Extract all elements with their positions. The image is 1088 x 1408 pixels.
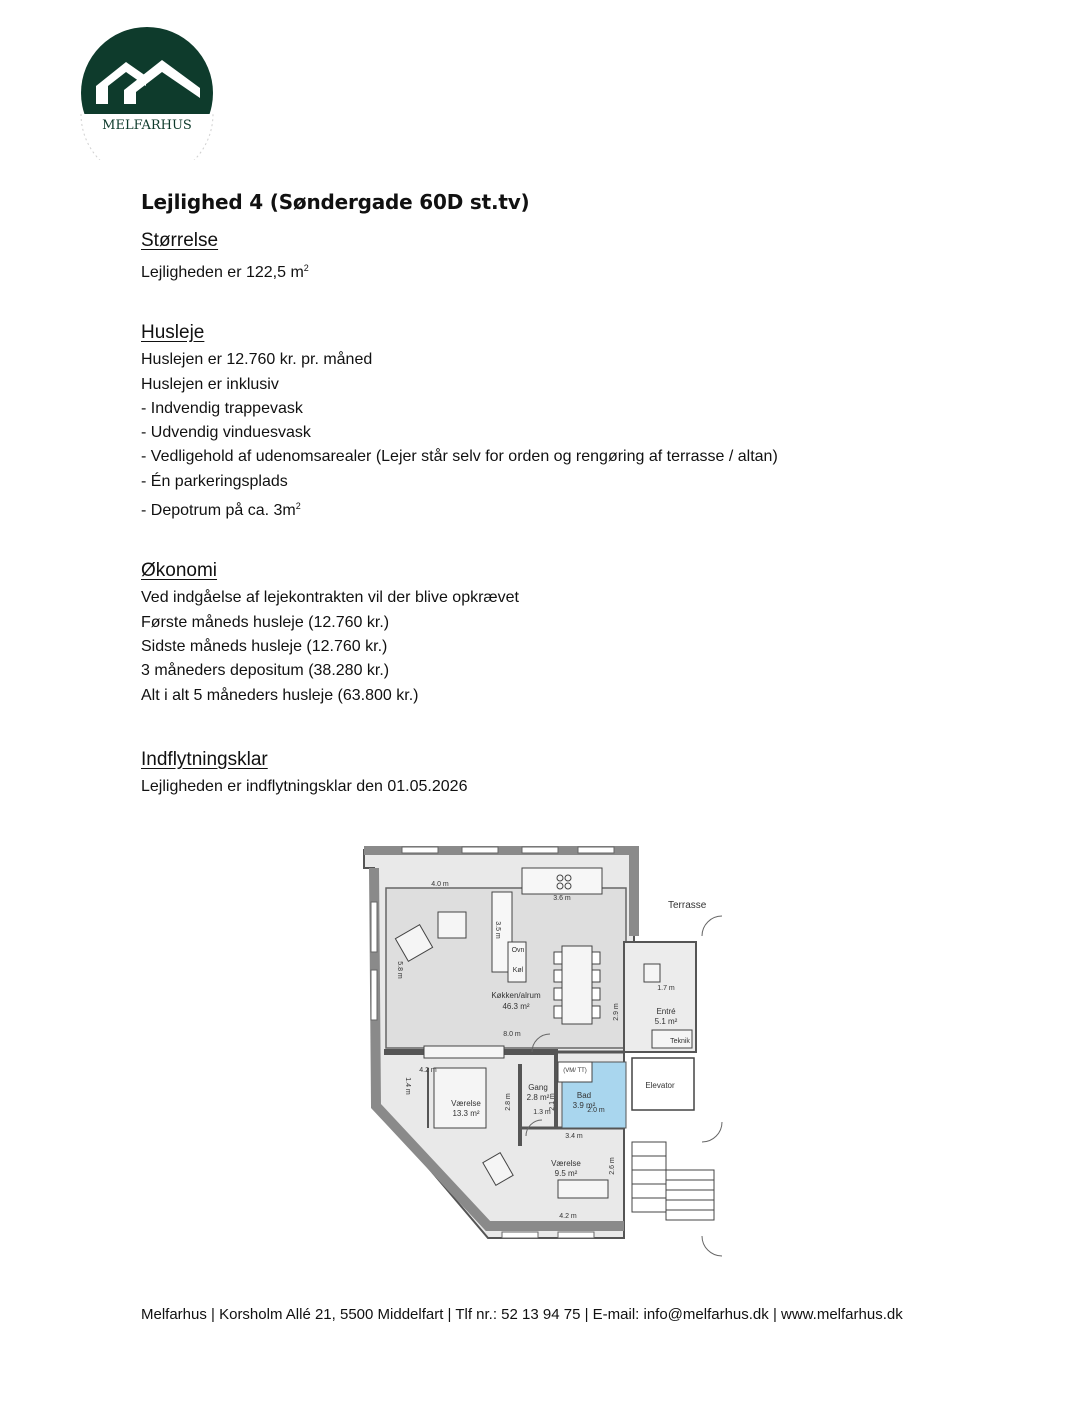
size-heading: Størrelse: [141, 230, 219, 251]
plan-dim: 1.3 m: [533, 1109, 551, 1116]
rent-item: - Udvendig vinduesvask: [141, 424, 311, 442]
economy-line: Sidste måneds husleje (12.760 kr.): [141, 637, 388, 655]
document-body: [141, 190, 1001, 799]
rent-heading: Husleje: [141, 322, 205, 344]
plan-label-entre: Entré: [656, 1007, 676, 1016]
economy-line: Første måneds husleje (12.760 kr.): [141, 613, 390, 631]
plan-dim: 4.2 m: [419, 1067, 437, 1074]
plan-dim: 8.0 m: [503, 1031, 521, 1038]
plan-dim: 1.4 m: [404, 1077, 411, 1095]
melfarhus-logo: [80, 26, 214, 160]
economy-heading: Økonomi: [141, 560, 218, 582]
move-in-text: Lejligheden er indflytningsklar den 01.05.2026: [141, 777, 468, 795]
rent-item: - Depotrum på ca. $3m^2$: [141, 501, 301, 520]
economy-line: Ved indgåelse af lejekontrakten vil der blive opkrævet: [141, 589, 519, 607]
plan-dim: 2.0 m: [587, 1107, 605, 1114]
plan-label-elevator: Elevator: [645, 1081, 675, 1090]
rent-item: - Vedligehold af udenomsarealer (Lejer står selv for orden og rengøring af terrasse / altan): [141, 448, 778, 466]
plan-label-vmtt: (VM/ TT): [563, 1068, 587, 1074]
plan-label-kol: Køl: [512, 967, 524, 974]
rent-item: - Indvendig trappevask: [141, 399, 303, 417]
plan-label-gang: Gang: [528, 1083, 548, 1092]
plan-label-room2-area: 9.5 m²: [554, 1169, 578, 1178]
plan-label-bad-area: 3.9 m²: [572, 1101, 596, 1110]
plan-dim: 3.5 m: [494, 921, 501, 939]
page-title: Lejlighed 4 (Søndergade 60D st.tv): [141, 190, 530, 214]
footer-contact: Melfarhus | Korsholm Allé 21, 5500 Middelfart | Tlf nr.: 52 13 94 75 | E-mail: info@melfarhus.dk | www.melfarhus.dk: [141, 1306, 903, 1323]
plan-dim: 4.0 m: [431, 881, 449, 888]
plan-dim: 2.8 m: [505, 1093, 512, 1111]
size-unit-sup: 2: [303, 263, 309, 273]
plan-label-teknik: Teknik: [670, 1038, 690, 1045]
plan-dim: 1.7 m: [657, 985, 675, 992]
size-text: Lejligheden er 122,5 $m^2$: [141, 263, 309, 281]
plan-dim: 5.8 m: [396, 961, 403, 979]
plan-label-room1-area: 13.3 m²: [452, 1109, 480, 1118]
rent-item: - Én parkeringsplads: [141, 472, 288, 490]
plan-dim: 2.9 m: [613, 1003, 620, 1021]
plan-label-gang-area: 2.8 m²: [526, 1093, 550, 1102]
plan-label-room2: Værelse: [551, 1159, 581, 1168]
plan-dim: 3.4 m: [565, 1133, 583, 1140]
plan-dim: 2.6 m: [609, 1157, 616, 1175]
economy-line: 3 måneders depositum (38.280 kr.): [141, 662, 390, 680]
rent-line-1: Huslejen er 12.760 kr. pr. måned: [141, 351, 373, 369]
move-in-heading: Indflytningsklar: [141, 748, 268, 770]
plan-label-ovn: Ovn: [511, 947, 525, 954]
rent-line-2: Huslejen er inklusiv: [141, 375, 279, 393]
plan-label-kitchen: Køkken/alrum: [491, 991, 541, 1000]
plan-dim: 3.6 m: [553, 895, 571, 902]
plan-label-terrasse: Terrasse: [668, 900, 707, 911]
plan-dim: 4.2 m: [559, 1213, 577, 1220]
rent-item-sup: 2: [295, 501, 301, 512]
plan-label-bad: Bad: [576, 1091, 592, 1100]
floor-plan: [362, 846, 724, 1262]
plan-label-kitchen-area: 46.3 m²: [502, 1002, 530, 1011]
logo-text: MELFARHUS: [102, 118, 192, 133]
economy-line: Alt i alt 5 måneders husleje (63.800 kr.): [141, 686, 419, 704]
plan-dim: 2.1 m: [549, 1093, 556, 1111]
plan-label-entre-area: 5.1 m²: [654, 1017, 678, 1026]
plan-label-room1: Værelse: [451, 1099, 481, 1108]
